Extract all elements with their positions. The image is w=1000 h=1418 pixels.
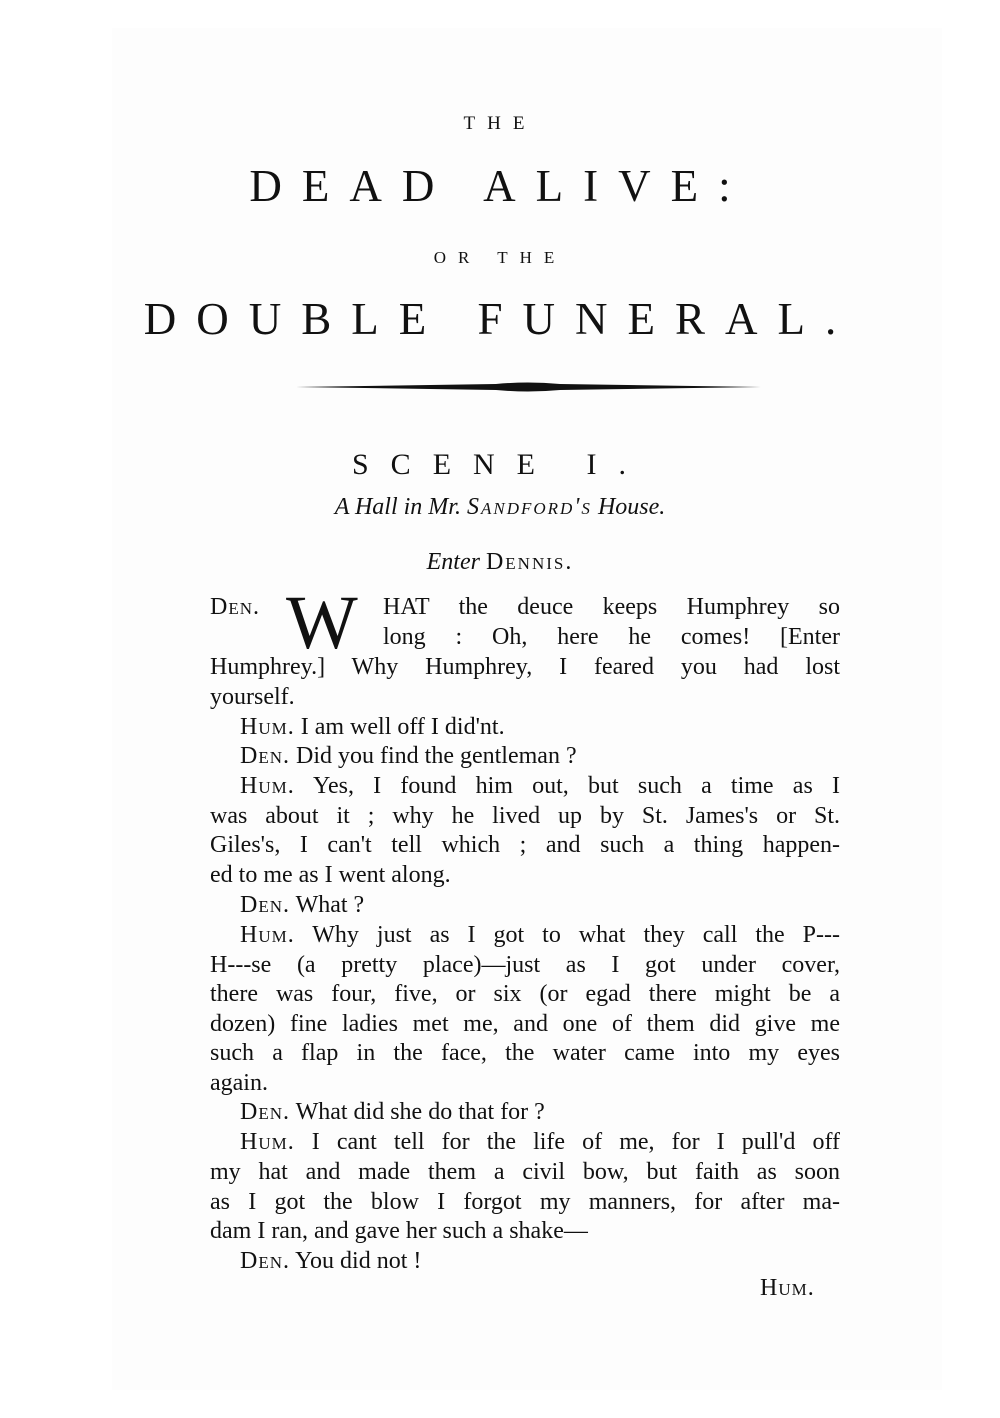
text-line: Den. What ?: [240, 892, 365, 918]
catchword: Hum.: [760, 1275, 815, 1301]
text-line: dam I ran, and gave her such a shake—: [210, 1218, 588, 1244]
stage-direction-enter: [0, 549, 1000, 576]
text-line: yourself.: [210, 684, 295, 710]
text-line: HAT the deuce keeps Humphrey so: [383, 594, 840, 620]
text-line: there was four, five, or six (or egad there might be a: [210, 981, 840, 1007]
header-or-the: OR THE: [433, 248, 567, 267]
text-line: Giles's, I can't tell which ; and such a thing happen-: [210, 832, 840, 858]
header-the: THE: [463, 113, 537, 134]
title-sub: DOUBLE FUNERAL.: [143, 294, 857, 344]
drop-cap: W: [286, 581, 358, 665]
scene-heading: SCENE I.: [352, 448, 648, 481]
text-line: Den. Did you find the gentleman ?: [240, 743, 577, 769]
enter-word: Enter: [426, 549, 486, 575]
text-line: Hum. Yes, I found him out, but such a time as I: [240, 773, 840, 799]
text-line: Hum. Why just as I got to what they call the P---: [240, 922, 840, 948]
text-line: ed to me as I went along.: [210, 862, 451, 888]
text-line: long : Oh, here he comes! [Enter: [383, 624, 840, 650]
speaker-label: Den.: [210, 594, 260, 620]
text-line: such a flap in the face, the water came into my eyes: [210, 1040, 840, 1066]
title-main: DEAD ALIVE:: [249, 161, 751, 211]
location-prefix: A Hall in Mr.: [334, 494, 467, 520]
location-name: Sandford's: [466, 494, 592, 520]
text-line: Hum. I am well off I did'nt.: [240, 714, 505, 740]
text-line: as I got the blow I forgot my manners, for after ma-: [210, 1189, 840, 1215]
text-line: Den. You did not !: [240, 1248, 422, 1274]
text-line: my hat and made them a civil bow, but faith as soon: [210, 1159, 840, 1185]
text-line: was about it ; why he lived up by St. James's or St.: [210, 803, 840, 829]
scene-location: [0, 494, 1000, 521]
ornamental-rule: [296, 380, 761, 394]
enter-name: Dennis.: [485, 549, 574, 575]
text-line: Den. What did she do that for ?: [240, 1099, 545, 1125]
text-line: Hum. I cant tell for the life of me, for I pull'd off: [240, 1129, 840, 1155]
location-suffix: House.: [591, 494, 666, 520]
text-line: dozen) fine ladies met me, and one of them did give me: [210, 1011, 840, 1037]
text-line: Humphrey.] Why Humphrey, I feared you had lost: [210, 654, 840, 680]
text-line: again.: [210, 1070, 268, 1096]
text-line: H---se (a pretty place)—just as I got under cover,: [210, 952, 840, 978]
